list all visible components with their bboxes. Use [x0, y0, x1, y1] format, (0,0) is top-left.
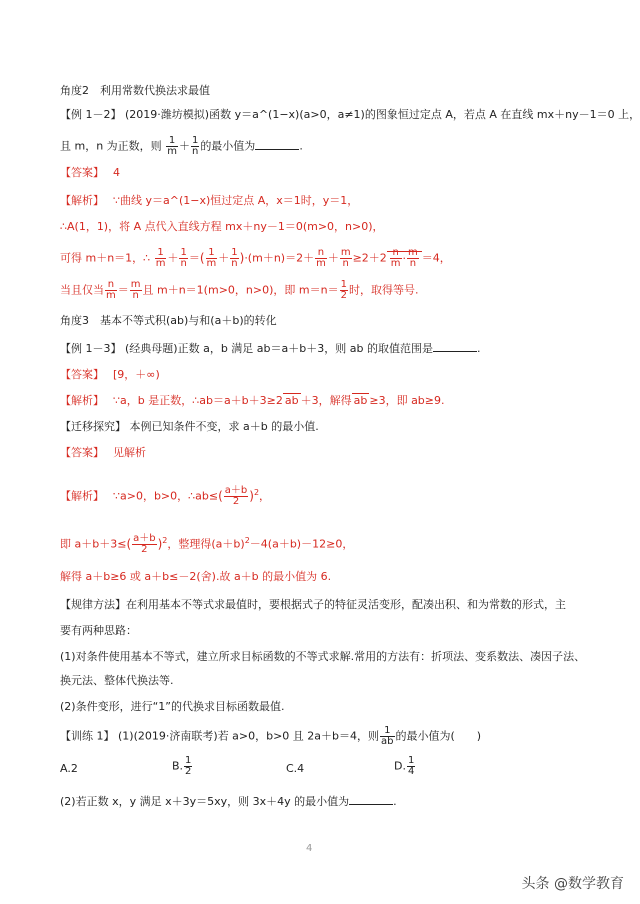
answer-tag: 【答案】 — [60, 446, 99, 459]
transfer-question — [60, 420, 319, 434]
transfer-tag: 【迁移探究】 — [60, 420, 126, 433]
solution-transfer-line3: 解得 a＋b≥6 或 a＋b≤－2(舍).故 a＋b 的最小值为 6. — [60, 570, 332, 583]
method-line2: 要有两种思路： — [60, 624, 137, 637]
answer-1-3 — [60, 368, 160, 382]
watermark: 头条 @数学教育 — [521, 876, 624, 892]
example-tag: 【例 1－3】 — [60, 342, 122, 355]
solution-tag: 【解析】 — [60, 194, 99, 207]
solution-transfer-line1: 【解析】 ∵a>0，b>0，∴ab≤( $\frac{a+b}{2}$ )$^2$， — [60, 485, 271, 508]
method-line3: (1)对条件使用基本不等式，建立所求目标函数的不等式求解.常用的方法有：折项法、变系数法、凑因子法、 — [60, 650, 586, 663]
answer-blank — [349, 794, 393, 805]
angle3-heading: 角度3 基本不等式积(ab)与和(a＋b)的转化 — [60, 314, 277, 327]
answer-1-2 — [60, 166, 120, 180]
answer-tag: 【答案】 — [60, 368, 99, 381]
angle2-heading: 角度2 利用常数代换法求最值 — [60, 84, 210, 97]
answer-value: [9，＋∞) — [113, 368, 160, 381]
solution-tag: 【解析】 — [60, 394, 99, 407]
answer-blank — [433, 341, 477, 352]
option-d: D. $\frac{1}{4}$ — [394, 755, 415, 777]
solution-1-2-line2: ∴A(1，1)，将 A 点代入直线方程 mx＋ny－1＝0(m>0，n>0)， — [60, 220, 384, 233]
method-line1 — [60, 598, 566, 612]
solution-1-2-line4: 当且仅当 $\frac{n}{m}$ ＝ $\frac{m}{n}$ 且 m＋n＝1(m>0，n>0)，即 m＝n＝ $\frac{1}{2}$ 时，取得等号. — [60, 279, 419, 301]
answer-tag: 【答案】 — [60, 166, 99, 179]
example-text: 的最小值为 — [200, 139, 256, 153]
fraction-1-over-m: $\frac{1}{m}$ — [167, 135, 177, 157]
answer-value: 4 — [113, 166, 120, 179]
example-1-3: 【例 1－3】 (经典母题)正数 a，b 满足 ab＝a＋b＋3，则 ab 的取值范围是 . — [60, 342, 481, 355]
example-1-2-line2: 且 m，n 为正数，则 $\frac{1}{m}$ ＋ $\frac{1}{n}$ 的最小值为 . — [60, 135, 303, 157]
method-line5: (2)条件变形，进行“1”的代换求目标函数最值. — [60, 700, 285, 713]
training-tag: 【训练 1】 — [60, 729, 115, 743]
answer-blank — [255, 139, 299, 150]
plus-sign: ＋ — [178, 139, 190, 153]
example-tag: 【例 1－2】 — [60, 108, 122, 121]
training-q2: (2)若正数 x，y 满足 x＋3y＝5xy，则 3x＋4y 的最小值为 . — [60, 795, 397, 808]
example-text: (经典母题)正数 a，b 满足 ab＝a＋b＋3，则 ab 的取值范围是 — [125, 342, 433, 355]
example-text: 且 m，n 为正数，则 — [60, 139, 162, 153]
solution-1-3: 【解析】 ∵a，b 是正数，∴ab＝a＋b＋3≥2 ab ＋3，解得 ab ≥3，即 ab≥9. — [60, 394, 445, 407]
solution-1-2-line3: 可得 m＋n＝1，∴ $\frac{1}{m}$ ＋ $\frac{1}{n}$ ＝( $\frac{1}{m}$ ＋ $\frac{1}{n}$ )·(m＋n)＝2＋ $\frac{n}{m}$ ＋ $\frac{m}{n}$ ≥2＋2 $\frac{n}{m}$ · $\frac{m}{n}$ ＝4， — [60, 247, 451, 269]
option-a: A.2 — [60, 762, 78, 775]
method-line4: 换元法、整体代换法等. — [60, 674, 174, 687]
training-q1: 【训练 1】 (1)(2019·济南联考)若 a>0，b>0 且 2a＋b＝4，则 $\frac{1}{ab}$ 的最小值为( ) — [60, 725, 482, 747]
answer-transfer — [60, 446, 146, 460]
solution-transfer-line2: 即 a＋b＋3≤( $\frac{a+b}{2}$ )$^2$，整理得$(a+b)^2-4(a+b)-12\ge 0$， — [60, 533, 354, 556]
solution-tag: 【解析】 — [60, 489, 99, 503]
page-number: 4 — [306, 843, 313, 854]
transfer-text: 本例已知条件不变，求 a＋b 的最小值. — [129, 420, 319, 433]
solution-1-2-line1 — [60, 194, 358, 208]
answer-value: 见解析 — [113, 446, 146, 459]
option-b: B. $\frac{1}{2}$ — [172, 755, 192, 777]
method-tag: 【规律方法】 — [60, 598, 126, 611]
fraction-1-over-n: $\frac{1}{n}$ — [191, 135, 199, 157]
method-text: 在利用基本不等式求最值时，要根据式子的特征灵活变形，配凑出积、和为常数的形式，主 — [126, 598, 566, 611]
solution-text: ∵曲线 y＝a^(1−x)恒过定点 A，x＝1时，y＝1， — [113, 194, 359, 207]
example-1-2-line1 — [60, 108, 640, 122]
example-text: (2019·潍坊模拟)函数 y＝a^(1−x)(a>0，a≠1)的图象恒过定点 A，若点 A 在直线 mx＋ny－1＝0 上， — [125, 108, 640, 121]
option-c: C.4 — [286, 762, 305, 775]
